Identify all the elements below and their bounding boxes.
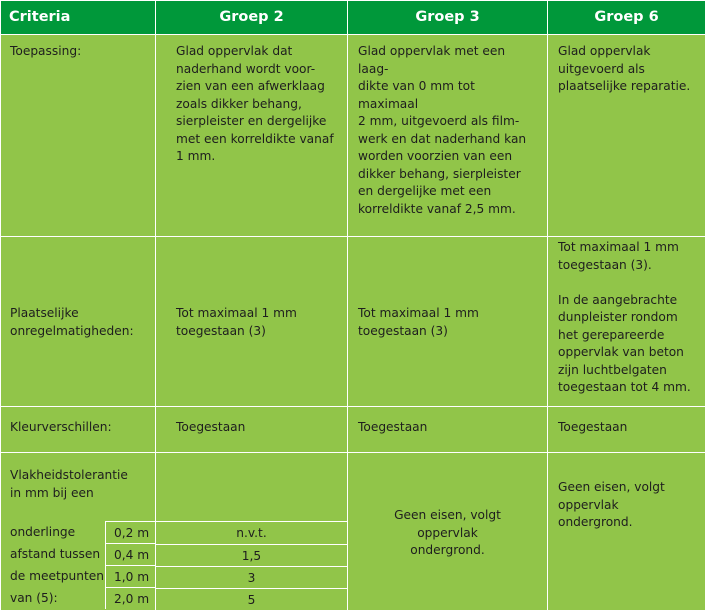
toepassing-groep-6: Glad oppervlak uitgevoerd als plaatselijke reparatie. [548,35,705,102]
vlakheid-label: Vlakheidstolerantie in mm bij een [1,453,155,502]
onregelmatigheden-groep-6: Tot maximaal 1 mm toegestaan (3). In de aangebrachte dunpleister rondom het gerepareerde oppervlak van beton zijn luchtbelgaten toegestaan tot 4 mm. [548,237,705,403]
toepassing-label-cell [1,35,156,237]
toepassing-groep-2-cell [156,35,348,237]
row-onregelmatigheden [1,237,705,407]
distance-row: de meetpunten 1,0 m [1,565,155,587]
distance-value: 0,4 m [105,543,156,565]
onregelmatigheden-groep-2: Tot maximaal 1 mm toegestaan (3) [156,297,347,346]
onregelmatigheden-groep-6-cell [548,237,705,407]
distance-value: 2,0 m [105,587,156,609]
vlakheid-groep-3: Geen eisen, volgt oppervlak ondergrond. [348,503,547,560]
kleur-groep-3-cell [348,407,548,453]
kleur-label: Kleurverschillen: [1,417,155,443]
onregelmatigheden-groep-2-cell [156,237,348,407]
row-kleurverschillen [1,407,705,453]
tolerance-value: 3 [156,566,347,588]
header-groep-6: Groep 6 [548,1,705,35]
header-criteria: Criteria [1,1,156,35]
vlakheid-groep-3-cell [348,453,548,611]
toepassing-label: Toepassing: [1,35,155,67]
kleur-groep-2: Toegestaan [156,417,347,443]
toepassing-groep-3-cell [348,35,548,237]
distance-value: 0,2 m [105,521,156,543]
toepassing-groep-2: Glad oppervlak dat naderhand wordt voor- zien van een afwerklaag zoals dikker behang, sierpleister en dergelijke met een korreldikte vanaf 1 mm. [156,35,347,172]
tolerance-value: n.v.t. [156,522,347,544]
onregelmatigheden-groep-3-cell [348,237,548,407]
vlakheid-distance-rows [1,521,155,609]
onregelmatigheden-label-cell [1,237,156,407]
onregelmatigheden-groep-3: Tot maximaal 1 mm toegestaan (3) [348,297,547,346]
vlakheid-label-cell [1,453,156,611]
header-groep-2: Groep 2 [156,1,348,35]
distance-row: onderlinge 0,2 m [1,521,155,543]
kleur-groep-6: Toegestaan [548,417,705,443]
toepassing-groep-6-cell [548,35,705,237]
row-vlakheid [1,453,705,611]
row-toepassing [1,35,705,237]
tolerance-value: 1,5 [156,544,347,566]
toepassing-groep-3: Glad oppervlak met een laag- dikte van 0 mm tot maximaal 2 mm, uitgevoerd als film- werk en dat naderhand kan worden voorzien van een dikker behang, sierpleister en dergelijke met een korreldikte vanaf 2,5 mm. [348,35,547,224]
kleur-label-cell [1,407,156,453]
distance-row: van (5): 2,0 m [1,587,155,609]
vlakheid-groep-6: Geen eisen, volgt oppervlak ondergrond. [548,453,705,538]
onregelmatigheden-label: Plaatselijke onregelmatigheden: [1,297,155,346]
distance-value: 1,0 m [105,565,156,587]
header-groep-3: Groep 3 [348,1,548,35]
header-row [1,1,705,35]
distance-row: afstand tussen 0,4 m [1,543,155,565]
kleur-groep-2-cell [156,407,348,453]
vlakheid-groep-2-values [156,521,347,610]
tolerance-value: 5 [156,588,347,610]
kleur-groep-3: Toegestaan [348,417,547,443]
vlakheid-groep-6-cell [548,453,705,611]
kleur-groep-6-cell [548,407,705,453]
vlakheid-groep-2-cell [156,453,348,611]
